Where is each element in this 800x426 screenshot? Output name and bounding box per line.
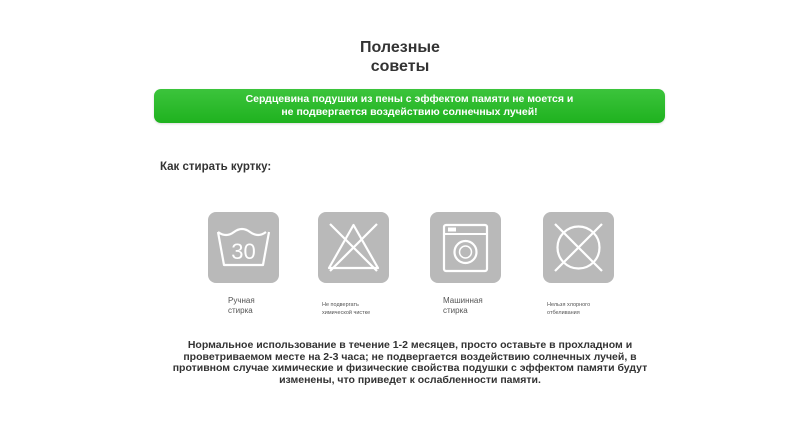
caption-line-2: отбеливания [547,310,580,316]
body-line-4: изменены, что приведет к ослабленности памяти. [279,373,541,386]
body-line-3: противном случае химические и физические свойства подушки с эффектом памяти будут [172,362,648,374]
caption-line-2: стирка [228,306,253,315]
caption-line-2: стирка [443,306,468,315]
caption-machine-wash [443,296,483,316]
caption-hand-wash [228,296,255,316]
body-line-2: проветриваемом месте на 2-3 часа; не подвергается воздействию солнечных лучей, в [183,350,637,363]
banner-line-2: не подвергается воздействию солнечных лучей! [281,106,538,118]
wash-temperature: 30 [231,239,256,264]
caption-line-2: химической чистке [322,310,371,316]
title-line-2: советы [370,58,430,75]
body-line-1: Нормальное использование в течение 1-2 месяцев, просто оставьте в прохладном и [187,339,633,351]
caption-line-1: Машинная [443,296,483,305]
page-title [0,38,800,76]
caption-line-1: Нельзя хлорного [547,302,591,308]
caption-line-1: Не подвергать [322,302,359,308]
caption-no-chemical-clean [322,301,370,317]
notice-banner [154,89,665,123]
banner-line-1: Сердцевина подушки из пены с эффектом памяти не моется и [245,93,574,105]
no-chemical-clean-icon [318,212,389,283]
machine-wash-icon [430,212,501,283]
hand-wash-30-icon [208,212,279,283]
caption-line-1: Ручная [228,296,255,305]
caption-no-bleach [547,301,590,317]
usage-instructions [150,340,670,386]
title-line-1: Полезные [360,39,440,56]
no-bleach-icon [543,212,614,283]
section-subtitle: Как стирать куртку: [160,161,272,173]
